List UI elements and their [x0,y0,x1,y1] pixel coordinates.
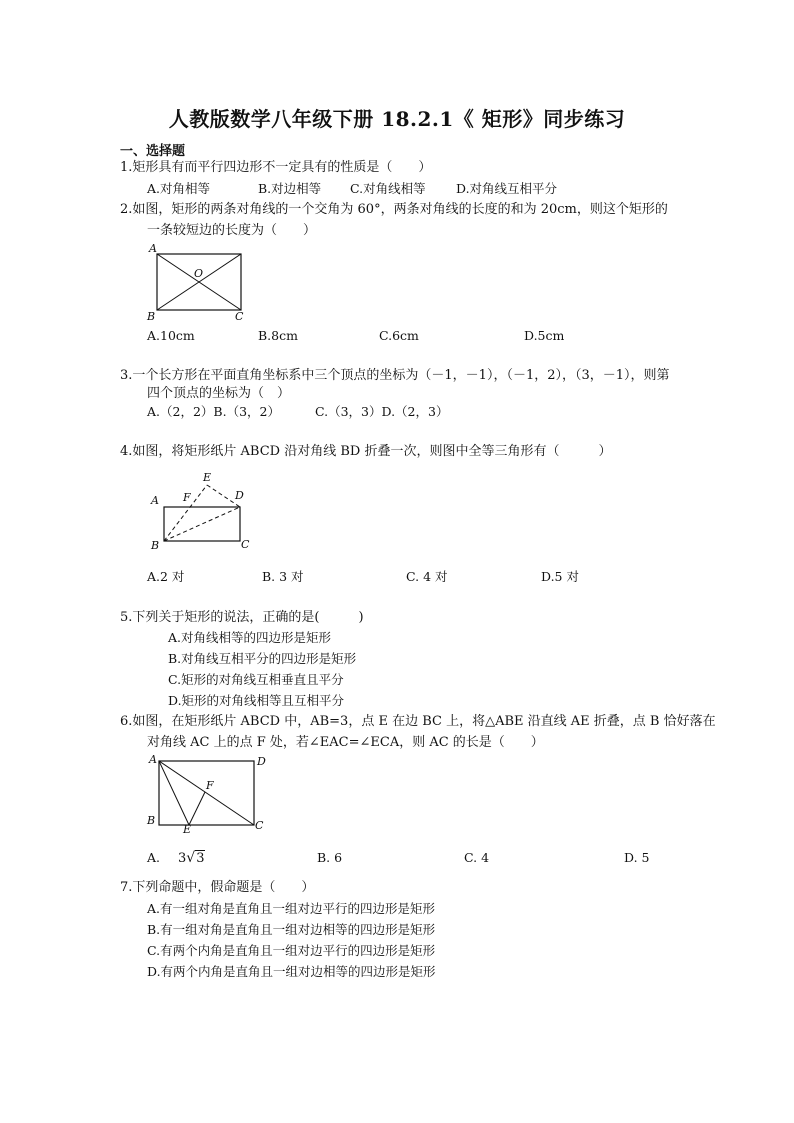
q7-option-c: C.有两个内角是直角且一组对边平行的四边形是矩形 [147,943,436,958]
q6-figure-rectangle [145,752,275,836]
q2-option-c: C.6cm [379,328,419,343]
q6-diagonal-ac [159,761,254,825]
q4-label-c: C [241,538,250,551]
question-2-stem-line2: 一条较短边的长度为（ ） [147,223,317,238]
question-6-stem-line2: 对角线 AC 上的点 F 处，若∠EAC=∠ECA，则 AC 的长是（ ） [147,735,544,750]
q6-option-a-radicand: 3 [196,851,205,866]
document-title: 人教版数学八年级下册 18.2.1《 矩形》同步练习 [168,107,626,131]
q4-label-e: E [203,471,212,484]
q2-option-a: A.10cm [147,328,195,343]
q2-label-b: B [147,310,156,323]
q6-segment-ef [189,792,205,825]
q6-option-a-expression [178,848,205,869]
question-6-stem-line1: 6.如图，在矩形纸片 ABCD 中，AB=3，点 E 在边 BC 上，将△ABE 沿直线 AE 折叠，点 B 恰好落在 [120,714,716,729]
q1-option-c: C.对角线相等 [350,181,426,196]
q6-label-d: D [257,755,266,768]
q7-option-d: D.有两个内角是直角且一组对边相等的四边形是矩形 [147,964,436,979]
q4-label-b: B [151,539,160,552]
q7-option-b: B.有一组对角是直角且一组对边相等的四边形是矩形 [147,922,436,937]
q6-label-a: A [149,753,157,766]
question-1-stem: 1.矩形具有而平行四边形不一定具有的性质是（ ） [120,160,432,175]
q4-option-c: C. 4 对 [406,569,448,584]
q2-option-d: D.5cm [524,328,565,343]
question-4-stem: 4.如图，将矩形纸片 ABCD 沿对角线 BD 折叠一次，则图中全等三角形有（ ） [120,444,612,459]
section-heading: 一、选择题 [120,144,186,159]
q5-option-a: A.对角线相等的四边形是矩形 [168,630,332,645]
q4-option-d: D.5 对 [541,569,579,584]
q6-label-e: E [183,823,192,836]
q2-figure-rectangle [145,242,255,322]
q4-option-a: A.2 对 [147,569,185,584]
q4-diagonal-bd [164,507,240,541]
q4-option-b: B. 3 对 [262,569,304,584]
q6-option-b: B. 6 [317,850,343,865]
q1-option-d: D.对角线互相平分 [456,181,558,196]
question-2-stem-line1: 2.如图，矩形的两条对角线的一个交角为 60°，两条对角线的长度的和为 20cm，则这个矩形的 [120,202,668,217]
q4-label-d: D [235,489,244,502]
q4-label-f: F [183,491,191,504]
q2-label-c: C [235,310,244,323]
question-3-stem-line1: 3.一个长方形在平面直角坐标系中三个顶点的坐标为（－1，－1），（－1，2），（3，－1），则第 [120,368,670,383]
q2-label-o: O [194,267,204,280]
sqrt-icon: √ [186,850,196,866]
q6-option-a [147,848,205,869]
q2-label-a: A [149,242,157,255]
q4-figure-folded-rectangle [145,468,265,552]
question-3-stem-line2: 四个顶点的坐标为（ ） [147,386,291,401]
q6-option-d: D. 5 [624,850,650,865]
question-7-stem: 7.下列命题中，假命题是（ ） [120,880,315,895]
q4-label-a: A [151,494,159,507]
q2-option-b: B.8cm [258,328,298,343]
q1-option-b: B.对边相等 [258,181,322,196]
q1-option-a: A.对角相等 [147,181,211,196]
q3-options-cd: C.（3，3）D.（2，3） [315,404,449,419]
q6-label-f: F [206,779,214,792]
question-5-stem: 5.下列关于矩形的说法，正确的是( ) [120,610,364,625]
q6-option-c: C. 4 [464,850,490,865]
q5-option-b: B.对角线互相平分的四边形是矩形 [168,651,357,666]
q6-option-a-label: A. [147,850,161,865]
q6-label-c: C [255,819,264,832]
q6-label-b: B [147,814,156,827]
q6-option-a-coef: 3 [178,851,187,866]
q7-option-a: A.有一组对角是直角且一组对边平行的四边形是矩形 [147,901,436,916]
q3-options-ab: A.（2，2）B.（3，2） [147,404,280,419]
q5-option-d: D.矩形的对角线相等且互相平分 [168,693,345,708]
q5-option-c: C.矩形的对角线互相垂直且平分 [168,672,344,687]
